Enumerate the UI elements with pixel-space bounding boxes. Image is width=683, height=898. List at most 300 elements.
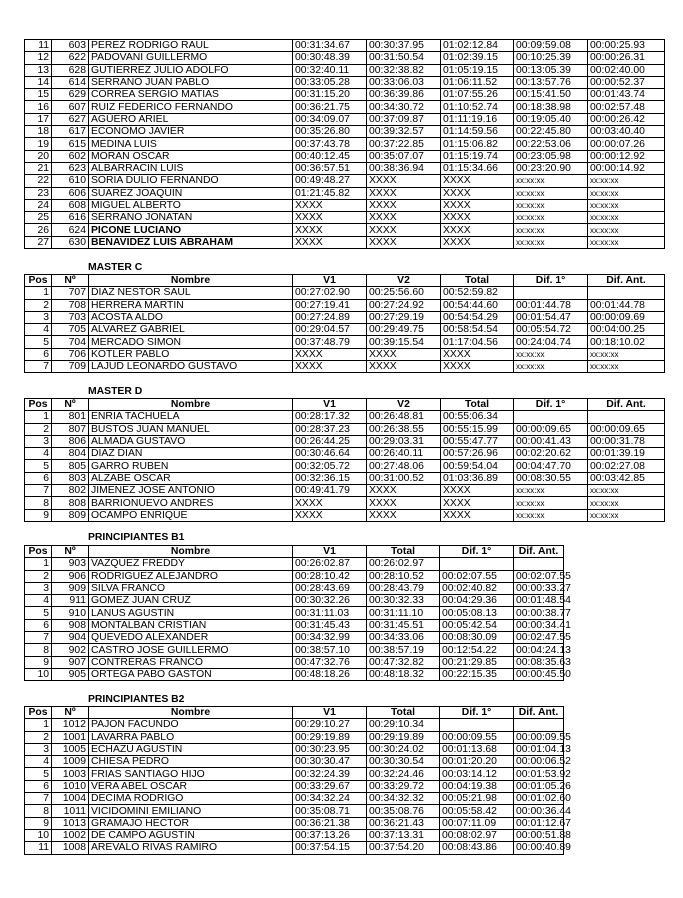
cell-dif-first: 00:22:53.06 [514, 138, 588, 150]
table-row [25, 89, 665, 101]
cell-v1: 00:28:17.32 [293, 411, 367, 423]
cell-pos: 17 [25, 113, 52, 125]
cell-total: 00:34:32.32 [367, 793, 440, 805]
cell-total: 00:26:02.97 [367, 558, 440, 570]
cell-pos: 6 [25, 348, 52, 360]
cell-pos: 10 [25, 668, 52, 680]
cell-name: HERRERA MARTIN [89, 299, 293, 311]
column-header-pos: Pos [25, 399, 52, 411]
cell-number: 704 [52, 336, 89, 348]
column-header-dif-first: Dif. 1° [514, 399, 588, 411]
column-header-dif-prev: Dif. Ant. [588, 399, 665, 411]
cell-total: 01:15:06.82 [441, 138, 514, 150]
cell-dif-first: xx:xx:xx [514, 497, 588, 509]
cell-pos: 7 [25, 361, 52, 373]
cell-number: 808 [52, 497, 89, 509]
cell-dif-first: 00:05:21.98 [440, 793, 514, 805]
cell-total: XXXX [441, 212, 514, 224]
cell-total: 00:28:43.79 [367, 582, 440, 594]
column-header-dif-prev: Dif. Ant. [588, 275, 665, 287]
cell-pos: 9 [25, 817, 52, 829]
cell-number: 610 [52, 175, 89, 187]
cell-dif-prev: 00:00:12.92 [588, 150, 665, 162]
cell-pos: 12 [25, 52, 52, 64]
cell-v1: XXXX [293, 348, 367, 360]
cell-total: 01:15:34.66 [441, 162, 514, 174]
table-row [25, 817, 564, 829]
table-row [25, 448, 665, 460]
cell-number: 617 [52, 126, 89, 138]
table-header-row [25, 546, 564, 558]
cell-number: 708 [52, 299, 89, 311]
cell-dif-first: 00:08:30.55 [514, 472, 588, 484]
table-row [25, 793, 564, 805]
cell-name: ORTEGA PABO GASTON [89, 668, 293, 680]
cell-total: 01:05:19.15 [441, 64, 514, 76]
cell-total: XXXX [441, 485, 514, 497]
cell-pos: 9 [25, 509, 52, 521]
cell-name: PICONE LUCIANO [89, 224, 293, 236]
cell-total: 00:36:21.43 [367, 817, 440, 829]
cell-name: ECHAZU AGUSTIN [89, 743, 293, 755]
cell-v1: 00:26:44.25 [293, 435, 367, 447]
cell-name: BARRIONUEVO ANDRES [89, 497, 293, 509]
cell-total: 00:48:18.32 [367, 668, 440, 680]
cell-dif-first: 00:05:42.54 [440, 619, 514, 631]
column-header-v1: V1 [293, 399, 367, 411]
cell-number: 615 [52, 138, 89, 150]
cell-v2: XXXX [367, 348, 441, 360]
table-row [25, 607, 564, 619]
cell-v1: XXXX [293, 199, 367, 211]
cell-v1: 00:32:24.39 [293, 768, 367, 780]
cell-pos: 4 [25, 448, 52, 460]
cell-total: 01:03:36.89 [441, 472, 514, 484]
cell-pos: 14 [25, 76, 52, 88]
cell-v1: 00:30:23.95 [293, 743, 367, 755]
section-title-principiantes-b1: PRINCIPIANTES B1 [88, 532, 185, 543]
cell-dif-first: 00:03:14.12 [440, 768, 514, 780]
cell-pos: 7 [25, 793, 52, 805]
results-table-principiantes-b2 [24, 706, 571, 855]
cell-name: RODRIGUEZ ALEJANDRO [89, 570, 293, 582]
cell-v2: XXXX [367, 497, 441, 509]
table-row [25, 287, 665, 299]
cell-number: 602 [52, 150, 89, 162]
cell-total: XXXX [441, 236, 514, 248]
cell-dif-first: 00:09:59.08 [514, 40, 588, 52]
cell-name: JIMENEZ JOSE ANTONIO [89, 485, 293, 497]
cell-number: 802 [52, 485, 89, 497]
cell-dif-first: xx:xx:xx [514, 212, 588, 224]
cell-pos: 21 [25, 162, 52, 174]
cell-name: VERA ABEL OSCAR [89, 780, 293, 792]
table-row [25, 768, 564, 780]
table-row [25, 780, 564, 792]
cell-number: 910 [52, 607, 89, 619]
cell-name: FRIAS SANTIAGO HIJO [89, 768, 293, 780]
cell-v1: 00:36:57.51 [293, 162, 367, 174]
table-row [25, 411, 665, 423]
cell-pos: 10 [25, 829, 52, 841]
cell-name: AGÜERO ARIEL [89, 113, 293, 125]
cell-total: 00:37:54.20 [367, 842, 440, 854]
table-row [25, 497, 665, 509]
cell-pos: 18 [25, 126, 52, 138]
cell-v1: 00:30:48.39 [293, 52, 367, 64]
cell-dif-prev: 00:01:43.74 [588, 89, 665, 101]
cell-pos: 8 [25, 805, 52, 817]
cell-name: CORREA SERGIO MATIAS [89, 89, 293, 101]
cell-dif-prev: xx:xx:xx [588, 236, 665, 248]
cell-dif-first: 00:02:40.82 [440, 582, 514, 594]
table-row [25, 805, 564, 817]
cell-number: 606 [52, 187, 89, 199]
cell-total: XXXX [441, 509, 514, 521]
cell-dif-first: xx:xx:xx [514, 199, 588, 211]
cell-dif-first: 00:10:25.39 [514, 52, 588, 64]
cell-dif-prev: 00:03:40.40 [588, 126, 665, 138]
column-header-total: Total [441, 275, 514, 287]
cell-v1: XXXX [293, 212, 367, 224]
cell-dif-first: 00:01:13.68 [440, 743, 514, 755]
cell-number: 627 [52, 113, 89, 125]
cell-dif-first: 00:01:44.78 [514, 299, 588, 311]
column-header-number: Nº [52, 275, 89, 287]
column-header-v2: V2 [367, 275, 441, 287]
cell-name: MIGUEL ALBERTO [89, 199, 293, 211]
cell-name: GUTIERREZ JULIO ADOLFO [89, 64, 293, 76]
cell-name: BUSTOS JUAN MANUEL [89, 423, 293, 435]
cell-dif-prev: 00:01:04.13 [514, 743, 564, 755]
cell-v1: 00:37:48.79 [293, 336, 367, 348]
cell-pos: 2 [25, 731, 52, 743]
cell-dif-first: 00:01:20.20 [440, 756, 514, 768]
table-row [25, 644, 564, 656]
cell-total: 00:30:32.33 [367, 595, 440, 607]
cell-pos: 19 [25, 138, 52, 150]
cell-v2: 00:29:49.75 [367, 324, 441, 336]
cell-dif-prev [588, 287, 665, 299]
column-header-total: Total [367, 707, 440, 719]
cell-name: MONTALBAN CRISTIAN [89, 619, 293, 631]
cell-v1: 00:30:30.47 [293, 756, 367, 768]
cell-number: 801 [52, 411, 89, 423]
cell-pos: 26 [25, 224, 52, 236]
cell-dif-prev: 00:01:53.92 [514, 768, 564, 780]
cell-total: 01:17:04.56 [441, 336, 514, 348]
cell-dif-first: 00:00:09.65 [514, 423, 588, 435]
cell-name: RUIZ FEDERICO FERNANDO [89, 101, 293, 113]
cell-v2: XXXX [367, 509, 441, 521]
cell-total: 00:35:08.76 [367, 805, 440, 817]
cell-pos: 1 [25, 411, 52, 423]
table-row [25, 126, 665, 138]
cell-total: 01:06:11.52 [441, 76, 514, 88]
cell-v1: 00:28:43.69 [293, 582, 367, 594]
cell-dif-prev: 00:08:35.63 [514, 656, 564, 668]
cell-v1: 00:31:45.43 [293, 619, 367, 631]
cell-number: 1010 [52, 780, 89, 792]
cell-total: XXXX [441, 175, 514, 187]
cell-dif-first: 00:00:41.43 [514, 435, 588, 447]
cell-number: 1008 [52, 842, 89, 854]
cell-dif-first: xx:xx:xx [514, 348, 588, 360]
cell-v1: 00:48:18.26 [293, 668, 367, 680]
cell-dif-first: 00:22:15.35 [440, 668, 514, 680]
cell-pos: 11 [25, 842, 52, 854]
cell-dif-prev: 00:00:25.93 [588, 40, 665, 52]
cell-total: XXXX [441, 361, 514, 373]
cell-number: 703 [52, 311, 89, 323]
cell-name: ALVAREZ GABRIEL [89, 324, 293, 336]
cell-number: 608 [52, 199, 89, 211]
cell-name: AREVALO RIVAS RAMIRO [89, 842, 293, 854]
table-row [25, 175, 665, 187]
cell-dif-prev: 00:00:36.44 [514, 805, 564, 817]
cell-total: 00:47:32.82 [367, 656, 440, 668]
column-header-pos: Pos [25, 275, 52, 287]
cell-total: 01:02:39.15 [441, 52, 514, 64]
cell-total: 00:28:10.52 [367, 570, 440, 582]
table-row [25, 187, 665, 199]
cell-dif-prev: xx:xx:xx [588, 485, 665, 497]
cell-number: 1013 [52, 817, 89, 829]
cell-v2: 00:26:40.11 [367, 448, 441, 460]
cell-number: 1003 [52, 768, 89, 780]
cell-pos: 4 [25, 324, 52, 336]
cell-name: CHIESA PEDRO [89, 756, 293, 768]
cell-name: CONTRERAS FRANCO [89, 656, 293, 668]
cell-name: PEREZ RODRIGO RAUL [89, 40, 293, 52]
cell-pos: 22 [25, 175, 52, 187]
cell-dif-prev: 00:02:40.00 [588, 64, 665, 76]
cell-v1: 00:47:32.76 [293, 656, 367, 668]
cell-dif-first: 00:18:38.98 [514, 101, 588, 113]
cell-dif-first: xx:xx:xx [514, 236, 588, 248]
cell-dif-prev: xx:xx:xx [588, 199, 665, 211]
cell-number: 804 [52, 448, 89, 460]
cell-number: 1009 [52, 756, 89, 768]
table-row [25, 52, 665, 64]
cell-total: 00:58:54.54 [441, 324, 514, 336]
cell-pos: 3 [25, 311, 52, 323]
table-row [25, 582, 564, 594]
table-row [25, 113, 665, 125]
cell-pos: 5 [25, 336, 52, 348]
cell-dif-first: 00:01:54.47 [514, 311, 588, 323]
results-table-senior [24, 39, 665, 249]
cell-v1: 00:28:37.23 [293, 423, 367, 435]
cell-name: SILVA FRANCO [89, 582, 293, 594]
cell-dif-prev: 00:01:48.54 [514, 595, 564, 607]
cell-dif-prev: 00:01:44.78 [588, 299, 665, 311]
cell-pos: 4 [25, 595, 52, 607]
cell-name: PAJON FACUNDO [89, 719, 293, 731]
cell-number: 911 [52, 595, 89, 607]
cell-v1: 00:36:21.75 [293, 101, 367, 113]
table-row [25, 76, 665, 88]
cell-pos: 2 [25, 299, 52, 311]
cell-number: 909 [52, 582, 89, 594]
cell-number: 903 [52, 558, 89, 570]
cell-v1: 01:21:45.82 [293, 187, 367, 199]
cell-v1: XXXX [293, 236, 367, 248]
cell-number: 1004 [52, 793, 89, 805]
cell-dif-prev: 00:00:26.31 [588, 52, 665, 64]
cell-v2: XXXX [367, 361, 441, 373]
cell-number: 628 [52, 64, 89, 76]
cell-pos: 7 [25, 632, 52, 644]
cell-number: 807 [52, 423, 89, 435]
column-header-v2: V2 [367, 399, 441, 411]
table-row [25, 199, 665, 211]
cell-dif-first: 00:00:09.55 [440, 731, 514, 743]
cell-v1: 00:29:04.57 [293, 324, 367, 336]
cell-pos: 5 [25, 768, 52, 780]
cell-pos: 3 [25, 582, 52, 594]
cell-name: GOMEZ JUAN CRUZ [89, 595, 293, 607]
column-header-dif-prev: Dif. Ant. [514, 707, 564, 719]
cell-dif-first: 00:04:29.36 [440, 595, 514, 607]
cell-v1: 00:28:10.42 [293, 570, 367, 582]
cell-v1: 00:49:41.79 [293, 485, 367, 497]
cell-pos: 6 [25, 472, 52, 484]
cell-dif-prev: 00:00:07.26 [588, 138, 665, 150]
cell-v1: XXXX [293, 224, 367, 236]
cell-v2: 00:26:48.81 [367, 411, 441, 423]
cell-total: 00:57:26.96 [441, 448, 514, 460]
cell-number: 1011 [52, 805, 89, 817]
cell-number: 607 [52, 101, 89, 113]
cell-total: XXXX [441, 199, 514, 211]
cell-v2: XXXX [367, 175, 441, 187]
cell-dif-prev [588, 411, 665, 423]
cell-dif-first: 00:23:05.98 [514, 150, 588, 162]
cell-dif-first: 00:08:02.97 [440, 829, 514, 841]
cell-total: 01:02:12.84 [441, 40, 514, 52]
table-row [25, 224, 665, 236]
cell-number: 622 [52, 52, 89, 64]
cell-v2: 00:35:07.07 [367, 150, 441, 162]
cell-dif-first: 00:21:29.85 [440, 656, 514, 668]
cell-v1: 00:31:15.20 [293, 89, 367, 101]
cell-dif-prev: 00:00:52.37 [588, 76, 665, 88]
cell-total: 00:37:13.31 [367, 829, 440, 841]
cell-dif-prev: 00:04:24.13 [514, 644, 564, 656]
cell-v2: 00:39:32.57 [367, 126, 441, 138]
cell-name: DIAZ DIAN [89, 448, 293, 460]
cell-dif-prev: 00:02:07.55 [514, 570, 564, 582]
cell-v1: 00:26:02.87 [293, 558, 367, 570]
cell-v1: 00:32:36.15 [293, 472, 367, 484]
cell-dif-first: xx:xx:xx [514, 485, 588, 497]
table-row [25, 829, 564, 841]
cell-dif-prev: xx:xx:xx [588, 187, 665, 199]
cell-dif-prev: 00:00:09.69 [588, 311, 665, 323]
cell-pos: 1 [25, 558, 52, 570]
cell-name: GARRO RUBEN [89, 460, 293, 472]
table-row [25, 731, 564, 743]
cell-pos: 7 [25, 485, 52, 497]
cell-dif-prev: 00:01:39.19 [588, 448, 665, 460]
cell-name: KOTLER PABLO [89, 348, 293, 360]
cell-v2: 00:39:15.54 [367, 336, 441, 348]
cell-dif-prev: 00:02:27.08 [588, 460, 665, 472]
cell-v1: 00:35:08.71 [293, 805, 367, 817]
cell-pos: 9 [25, 656, 52, 668]
column-header-number: Nº [52, 707, 89, 719]
cell-number: 805 [52, 460, 89, 472]
cell-number: 630 [52, 236, 89, 248]
cell-v1: 00:40:12.45 [293, 150, 367, 162]
cell-number: 902 [52, 644, 89, 656]
cell-v1: XXXX [293, 497, 367, 509]
cell-v1: 00:30:46.64 [293, 448, 367, 460]
cell-pos: 25 [25, 212, 52, 224]
column-header-total: Total [441, 399, 514, 411]
cell-v2: 00:34:30.72 [367, 101, 441, 113]
cell-v1: 00:34:32.99 [293, 632, 367, 644]
table-row [25, 162, 665, 174]
cell-dif-prev: 00:00:33.27 [514, 582, 564, 594]
cell-dif-prev: 00:01:12.67 [514, 817, 564, 829]
table-header-row [25, 275, 665, 287]
cell-pos: 20 [25, 150, 52, 162]
cell-dif-prev [514, 558, 564, 570]
table-row [25, 435, 665, 447]
cell-total: 00:38:57.19 [367, 644, 440, 656]
cell-v2: 00:27:48.06 [367, 460, 441, 472]
cell-v1: 00:31:11.03 [293, 607, 367, 619]
cell-dif-first: 00:05:08.13 [440, 607, 514, 619]
cell-dif-prev: 00:00:09.65 [588, 423, 665, 435]
cell-v1: 00:29:10.27 [293, 719, 367, 731]
cell-dif-prev: 00:00:51.88 [514, 829, 564, 841]
cell-v2: 00:26:38.55 [367, 423, 441, 435]
table-row [25, 423, 665, 435]
cell-number: 624 [52, 224, 89, 236]
column-header-pos: Pos [25, 707, 52, 719]
cell-dif-first [514, 411, 588, 423]
column-header-total: Total [367, 546, 440, 558]
cell-dif-first: 00:04:47.70 [514, 460, 588, 472]
cell-dif-prev: 00:03:42.85 [588, 472, 665, 484]
table-row [25, 656, 564, 668]
cell-name: SUAREZ JOAQUIN [89, 187, 293, 199]
cell-dif-prev: xx:xx:xx [588, 361, 665, 373]
cell-name: ENRIA TACHUELA [89, 411, 293, 423]
cell-pos: 1 [25, 287, 52, 299]
column-header-name: Nombre [89, 546, 293, 558]
cell-total: 00:54:54.29 [441, 311, 514, 323]
column-header-dif-first: Dif. 1° [440, 546, 514, 558]
cell-pos: 2 [25, 570, 52, 582]
table-row [25, 236, 665, 248]
cell-v1: 00:37:43.78 [293, 138, 367, 150]
cell-v2: XXXX [367, 224, 441, 236]
table-row [25, 668, 564, 680]
cell-v2: 00:38:36.94 [367, 162, 441, 174]
cell-v1: XXXX [293, 509, 367, 521]
cell-dif-first: 00:24:04.74 [514, 336, 588, 348]
cell-number: 1001 [52, 731, 89, 743]
cell-dif-first: 00:22:45.80 [514, 126, 588, 138]
table-row [25, 40, 665, 52]
cell-v2: XXXX [367, 236, 441, 248]
cell-v1: 00:34:32.24 [293, 793, 367, 805]
table-row [25, 595, 564, 607]
